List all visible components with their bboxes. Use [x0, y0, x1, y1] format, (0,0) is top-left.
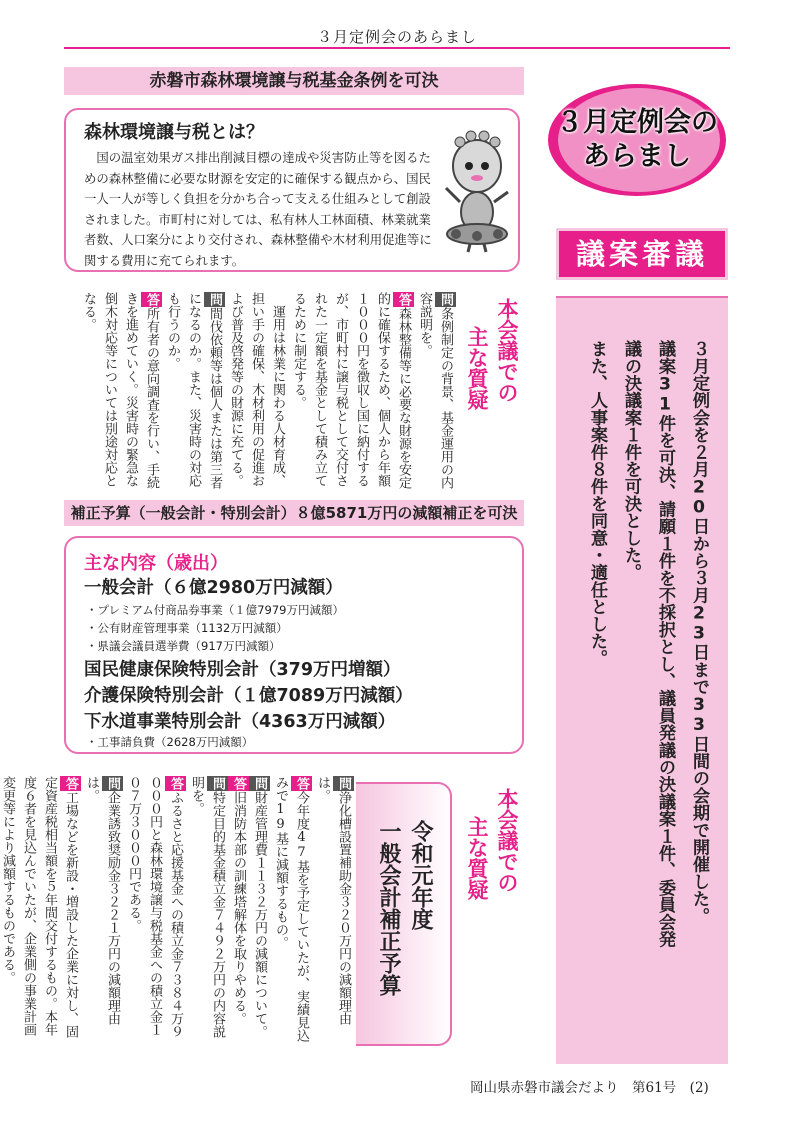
question-tag: 問 [204, 292, 225, 307]
answer-tag: 答 [60, 776, 81, 791]
qa2-answer1: 今年度47基を予定していたが、実績見込みで19基に減額するもの。 [273, 776, 309, 1042]
answer-tag: 答 [141, 292, 162, 307]
question-tag: 問 [333, 776, 354, 791]
budget-heading: 補正予算（一般会計・特別会計）８億5871万円の減額補正を可決 [64, 500, 524, 526]
revised-budget-heading [372, 820, 436, 996]
qa1-question2: 間伐依頼等は個人または第三者になるのか。また、災害時の対応も行うのか。 [165, 292, 222, 489]
summary-line: ３月定例会を２月20日から３月23日まで33日間の会期で開催した。 [689, 340, 709, 925]
qa1-body [64, 292, 456, 492]
footer: 岡山県赤磐市議会だより 第61号 (2) [470, 1080, 709, 1096]
qa1-label-line2: 主な質疑 [465, 326, 489, 410]
forest-box-title: 森林環境譲与税とは？ [84, 122, 264, 143]
summary-line: 議案31件を可決、請願１件を不採択とし、議員発議の決議案１件、委員会発 [655, 340, 675, 948]
question-tag: 問 [249, 776, 270, 791]
question-tag: 問 [102, 776, 123, 791]
forest-heading: 赤磐市森林環境譲与税基金条例を可決 [64, 67, 524, 95]
qa2-answer3: ふるさと応援基金への積立金７３８４万９０００円と森林環境譲与税基金への積立金１０７万３０００円である。 [126, 776, 183, 1038]
qa2-question3: 特定目的基金積立金７４９２万円の内容説明を。 [189, 776, 225, 1038]
revised-heading-line2: 一般会計補正予算 [376, 820, 401, 996]
answer-tag: 答 [291, 776, 312, 791]
mascot-illustration [438, 126, 516, 254]
revised-heading-line1: 令和元年度 [408, 820, 433, 930]
qa2-label [462, 788, 522, 900]
general-item: ・県議会議員選挙費（917万円減額） [86, 639, 281, 653]
qa2-body [0, 776, 354, 1048]
answer-tag: 答 [165, 776, 186, 791]
summary-text [580, 340, 716, 1040]
running-title: ３月定例会のあらまし [316, 28, 477, 46]
badge-line1: ３月定例会の [556, 107, 718, 138]
answer-tag: 答 [393, 292, 414, 307]
qa1-question1: 条例制定の背景、基金運用の内容説明を。 [417, 292, 453, 489]
question-tag: 問 [207, 776, 228, 791]
qa2-answer2: 旧消防本部の訓練塔解体を取りやめる。 [231, 791, 246, 1025]
nhi-account: 国民健康保険特別会計（379万円増額） [84, 660, 401, 680]
qa2-question4: 企業誘致奨励金３２２１万円の減額理由は。 [84, 776, 120, 1025]
qa1-answer1: 森林整備等に必要な財源を安定的に確保するため、個人から年額１０００円を徴収し国に納付するが、市町村に譲与税として交付された一定額を基金として積み立てるために制定する。 [291, 292, 411, 489]
qa2-label-line1: 本会議での [495, 788, 519, 893]
title-badge-text [548, 90, 726, 190]
answer-tag: 答 [228, 776, 249, 791]
summary-line: また、人事案件８件を同意・適任とした。 [587, 340, 607, 667]
qa2-label-line2: 主な質疑 [465, 816, 489, 900]
forest-box-body: 国の温室効果ガス排出削減目標の達成や災害防止等を図るための森林整備に必要な財源を安定的に確保する観点から、国民一人一人が等しく負担を分かち合って支える仕組みとして創設されました。市町村に対しては、私有林人工林面積、林業就業者数、人口案分により交付され、森林整備や木材利用促進等に関する費用に充てられます。 [84, 150, 432, 268]
summary-line: 議の決議案１件を可決とした。 [621, 340, 641, 581]
question-tag: 問 [435, 292, 456, 307]
qa2-question2: 財産管理費１１３２万円の減額について。 [252, 791, 267, 1038]
qa1-answer1b: 運用は林業に関わる人材育成、担い手の確保、木材利用の促進および普及啓発等の財源に充てる。 [228, 292, 285, 487]
badge-line2: あらまし [583, 141, 691, 172]
qa2-question1: 浄化槽設置補助金３２０万円の減額理由は。 [315, 776, 351, 1025]
sewer-item: ・工事請負費（2628万円減額） [86, 735, 254, 749]
general-account: 一般会計（６億2980万円減額） [84, 578, 343, 598]
budget-main-title: 主な内容（歳出） [84, 553, 228, 574]
qa1-answer2: 所有者の意向調査を行い、手続きを進めていく。災害時の緊急な倒木対応等については別途対応となる。 [81, 292, 159, 489]
care-account: 介護保険特別会計（１億7089万円減額） [84, 686, 413, 706]
qa1-label [462, 298, 522, 410]
header-rule [64, 47, 730, 49]
general-item: ・公有財産管理事業（1132万円減額） [86, 621, 288, 635]
deliberation-label: 議案審議 [556, 228, 728, 280]
general-item: ・プレミアム付商品券事業（１億7979万円減額） [86, 603, 344, 617]
qa1-label-line1: 本会議での [495, 298, 519, 403]
sewer-account: 下水道事業特別会計（4363万円減額） [84, 712, 396, 732]
qa2-answer4: 工場などを新設・増設した企業に対し、固定資産税相当額を５年間交付するもの。本年度６者を見込んでいたが、企業側の事業計画変更等により減額するものである。 [0, 776, 78, 1038]
